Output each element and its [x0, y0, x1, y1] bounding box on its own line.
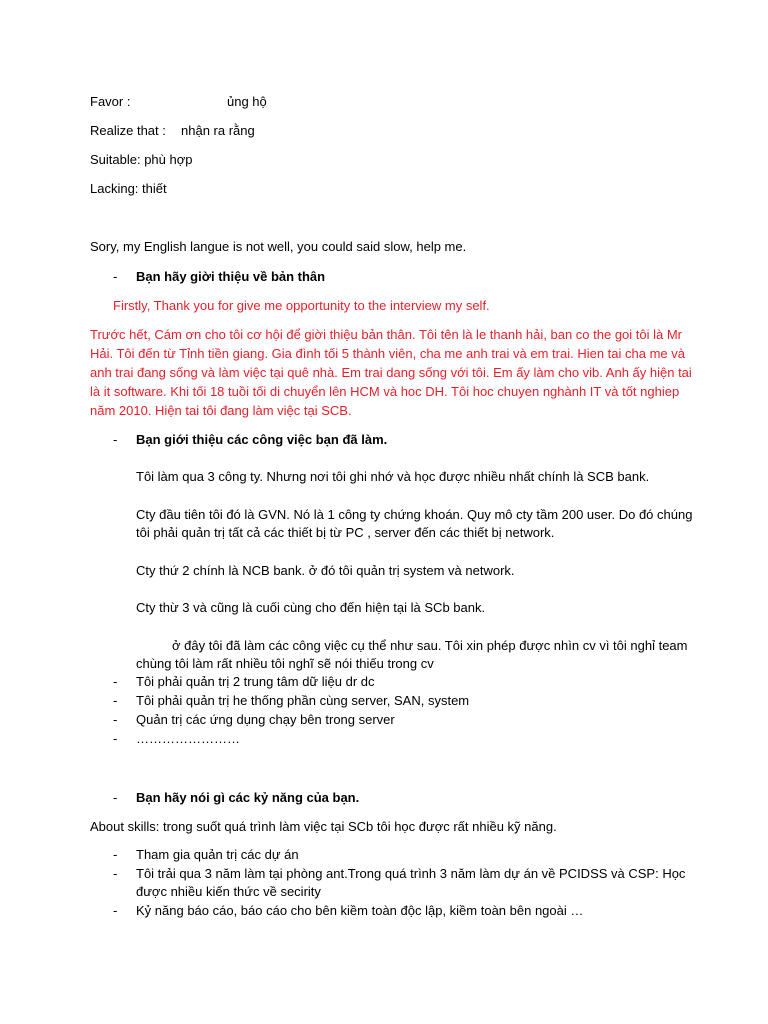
section2-bullet-3: Quản trị các ứng dụng chạy bên trong server [136, 712, 395, 727]
bullet-dash: - [113, 866, 118, 881]
bullet-dash: - [113, 674, 118, 689]
section2-para5-line1: ở đây tôi đã làm các công việc cụ thể như sau. Tôi xin phép được nhìn cv vì tôi nghỉ team [172, 638, 688, 653]
section2-para5-line2: chùng tôi làm rất nhiều tôi nghĩ sẽ nói thiếu trong cv [136, 656, 434, 671]
vocab-meaning-realize: nhận ra rằng [181, 123, 255, 138]
section3-bullet-2-line1: Tôi trải qua 3 năm làm tại phòng ant.Trong quá trình 3 năm làm dự án về PCIDSS và CSP: Học [136, 866, 686, 881]
section3-intro: About skills: trong suốt quá trình làm việc tại SCb tôi học được rất nhiều kỹ năng. [90, 819, 557, 834]
bullet-dash: - [113, 731, 118, 746]
bullet-dash: - [113, 847, 118, 862]
vocab-term-favor: Favor : [90, 94, 131, 109]
section2-para1: Tôi làm qua 3 công ty. Nhưng nơi tôi ghi nhớ và học được nhiều nhất chính là SCB bank. [136, 469, 650, 484]
bullet-dash: - [113, 903, 118, 918]
section2-para3: Cty thứ 2 chính là NCB bank. ở đó tôi quản trị system và network. [136, 563, 515, 578]
section2-bullet-4: …………………… [136, 731, 240, 746]
vocab-term-realize: Realize that : [90, 123, 166, 138]
section3-bullet-1: Tham gia quản trị các dự án [136, 847, 299, 862]
section2-para4: Cty thừ 3 và cũng là cuối cùng cho đến hiện tại là SCb bank. [136, 600, 486, 615]
section1-line-2: Hải. Tôi đến từ Tỉnh tiền giang. Gia đình tối 5 thành viên, cha me anh trai và em trai. Hien tai cha me và [90, 346, 685, 361]
bullet-dash: - [113, 712, 118, 727]
section2-bullet-2: Tôi phải quản trị he thống phần cùng server, SAN, system [136, 693, 470, 708]
section1-heading: Bạn hãy giời thiệu về bản thân [136, 269, 326, 284]
section1-line-4: là it software. Khi tối 18 tuồi tối di chuyển lên HCM và hoc DH. Tôi hoc chuyen nghành IT và tốt nghiep [90, 384, 680, 399]
section1-english: Firstly, Thank you for give me opportunity to the interview my self. [113, 298, 490, 313]
section2-para2-line2: tôi phải quản trị tất cả các thiết bị từ PC , server đến các thiết bị network. [136, 525, 555, 540]
bullet-dash: - [113, 269, 118, 284]
bullet-dash: - [113, 432, 118, 447]
section1-line-3: anh trai đang sống và làm việc tại quê nhà. Em trai dang sống với tôi. Em ấy làm cho vib. Anh ấy hiện tai [90, 365, 692, 380]
section1-line-5: năm 2010. Hiện tai tôi đang làm việc tại SCB. [90, 403, 352, 418]
section1-line-1: Trước hết, Cám ơn cho tôi cơ hội để giời thiệu bản thân. Tôi tên là le thanh hải, ban co the goi tôi là Mr [90, 327, 683, 342]
vocab-term-suitable: Suitable: phù hợp [90, 152, 193, 167]
apology-text: Sory, my English langue is not well, you could said slow, help me. [90, 239, 467, 254]
section3-bullet-3: Kỷ năng báo cáo, báo cáo cho bên kiềm toàn độc lập, kiềm toàn bên ngoài … [136, 903, 584, 918]
section2-heading: Bạn giới thiệu các công việc bạn đã làm. [136, 432, 388, 447]
vocab-meaning-favor: ủng hộ [227, 94, 267, 109]
section3-heading: Bạn hãy nói gì các kỷ năng của bạn. [136, 790, 360, 805]
bullet-dash: - [113, 693, 118, 708]
bullet-dash: - [113, 790, 118, 805]
vocab-term-lacking: Lacking: thiết [90, 181, 167, 196]
section2-para2-line1: Cty đầu tiên tôi đó là GVN. Nó là 1 công ty chứng khoán. Quy mô cty tầm 200 user. Do đó chúng [136, 507, 693, 522]
section2-bullet-1: Tôi phải quản trị 2 trung tâm dữ liệu dr dc [136, 674, 375, 689]
section3-bullet-2-line2: được nhiều kiến thức về secirity [136, 884, 321, 899]
